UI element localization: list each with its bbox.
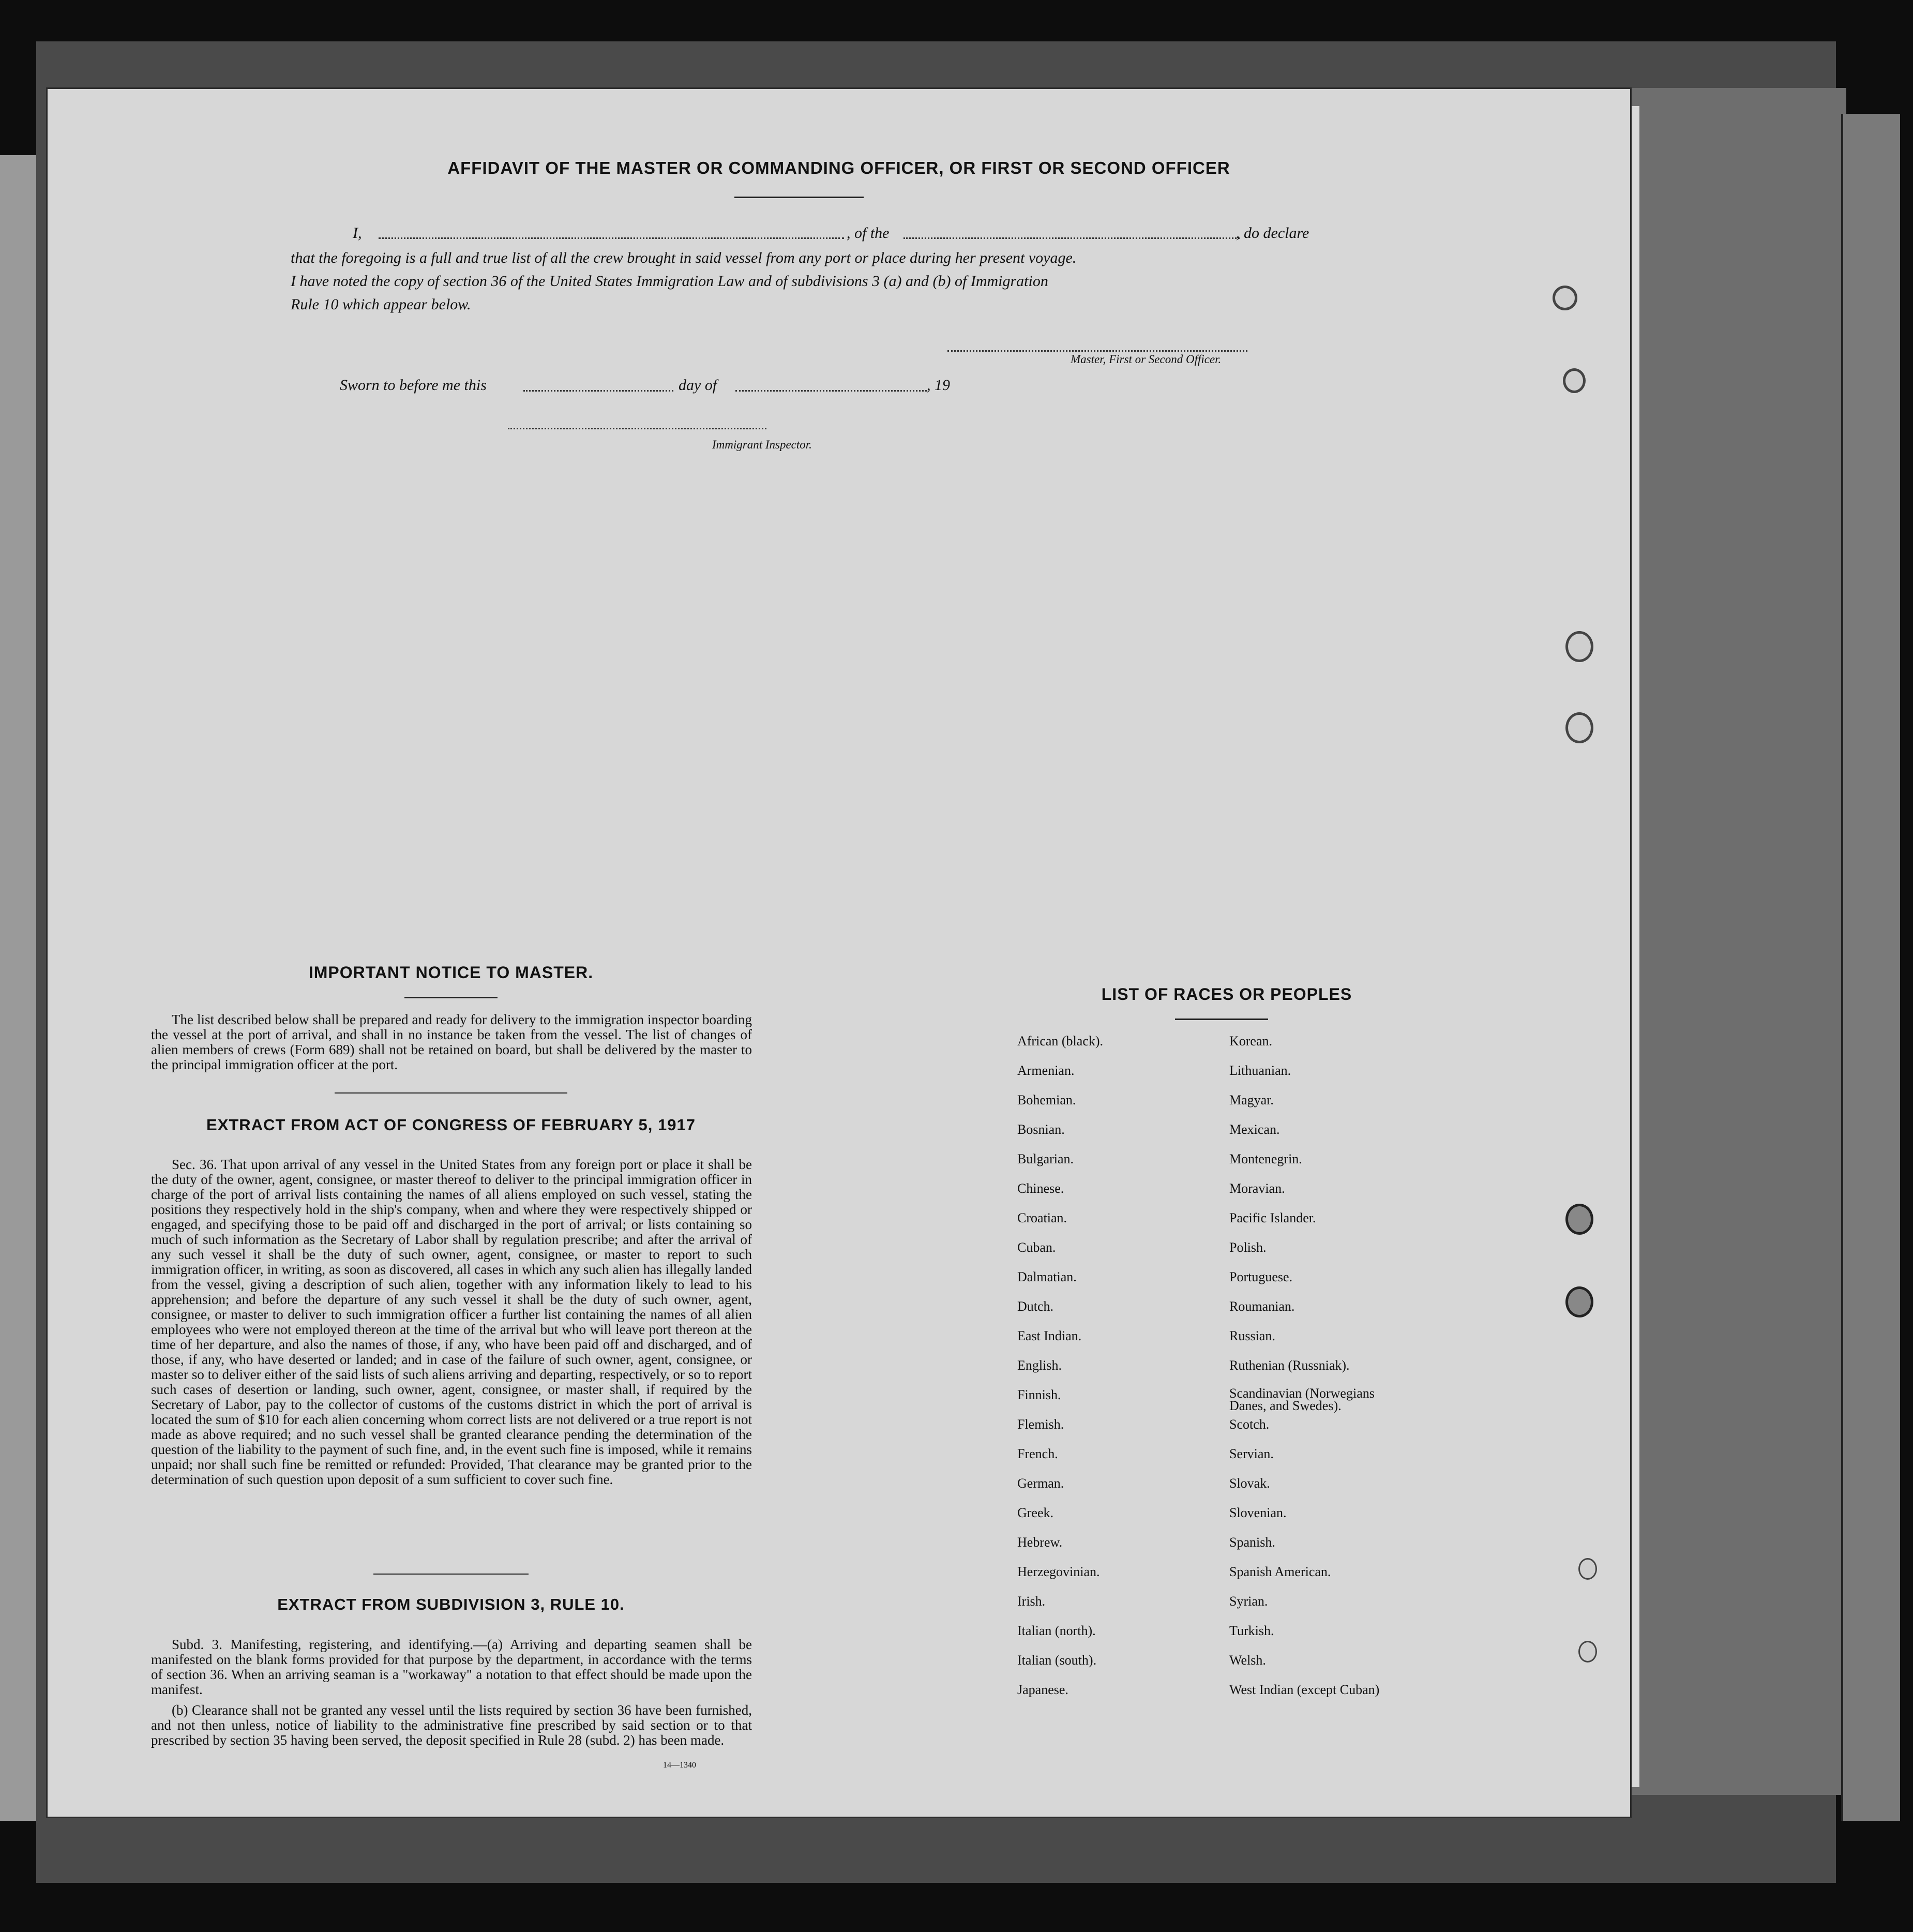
race-list-item: Russian. (1229, 1328, 1275, 1343)
race-list-item: Dutch. (1017, 1299, 1054, 1314)
act-divider (373, 1574, 529, 1575)
race-list-item: Cuban. (1017, 1240, 1056, 1255)
race-list-item: Syrian. (1229, 1594, 1268, 1609)
sworn-year: , 19 (927, 377, 950, 394)
race-list-item: Bulgarian. (1017, 1151, 1074, 1166)
title-underline (734, 197, 864, 198)
race-list-item: African (black). (1017, 1034, 1104, 1049)
race-list-item: Spanish. (1229, 1535, 1275, 1550)
race-list-item: Portuguese. (1229, 1269, 1293, 1284)
race-list-item: Ruthenian (Russniak). (1229, 1358, 1350, 1373)
document-page (48, 89, 1630, 1817)
race-list-item: Magyar. (1229, 1092, 1274, 1107)
race-list-item: Polish. (1229, 1240, 1267, 1255)
name-blank[interactable] (379, 237, 844, 239)
race-list-item: German. (1017, 1476, 1064, 1491)
background-sheet-right (1629, 88, 1846, 1795)
vessel-blank[interactable] (903, 237, 1240, 239)
affidavit-line2: that the foregoing is a full and true list of all the crew brought in said vessel from any port or place during her present voyage. (291, 249, 1077, 266)
race-list-item: Hebrew. (1017, 1535, 1063, 1550)
sworn-day-of: day of (679, 377, 717, 394)
background-sheet-edge (1841, 114, 1900, 1821)
inspector-label: Immigrant Inspector. (712, 438, 812, 451)
race-list-item: Flemish. (1017, 1417, 1064, 1432)
notice-divider (335, 1092, 567, 1094)
race-list-item: Italian (north). (1017, 1623, 1096, 1638)
races-title: LIST OF RACES OR PEOPLES (1101, 985, 1352, 1004)
race-list-item: Slovak. (1229, 1476, 1270, 1491)
race-list-item: Bosnian. (1017, 1122, 1065, 1137)
race-list-item: Pacific Islander. (1229, 1210, 1316, 1225)
race-list-item: Armenian. (1017, 1063, 1075, 1078)
race-list-item: West Indian (except Cuban) (1229, 1682, 1380, 1697)
affidavit-line1-mid: , of the (847, 224, 890, 242)
binder-hole-icon (1563, 368, 1586, 393)
race-list-item: East Indian. (1017, 1328, 1082, 1343)
notice-underline (404, 997, 498, 998)
binder-hole-icon (1565, 631, 1593, 662)
race-list-item: Scandinavian (Norwegians Danes, and Swedes). (1229, 1386, 1375, 1413)
race-list-item: Montenegrin. (1229, 1151, 1302, 1166)
race-list-item: Lithuanian. (1229, 1063, 1291, 1078)
affidavit-line1-start: I, (353, 224, 362, 242)
race-list-item: Finnish. (1017, 1387, 1061, 1402)
race-list-item: English. (1017, 1358, 1062, 1373)
race-list-item: Italian (south). (1017, 1653, 1097, 1668)
binder-hole-icon (1553, 286, 1577, 310)
races-underline (1175, 1019, 1268, 1020)
act-title: EXTRACT FROM ACT OF CONGRESS OF FEBRUARY 5, 1917 (206, 1116, 696, 1134)
race-list-item: French. (1017, 1446, 1058, 1461)
rule-body-a: Subd. 3. Manifesting, registering, and identifying.—(a) Arriving and departing seamen shall be manifested on the blank forms provided for that purpose by the department, in accordance with the terms of section 36. When an arriving seaman is a "workaway" a notation to that effect should be made upon the manifest. (151, 1637, 752, 1697)
binder-hole-icon (1565, 1204, 1593, 1235)
race-list-item: Greek. (1017, 1505, 1054, 1520)
race-list-item: Japanese. (1017, 1682, 1068, 1697)
race-list-item: Servian. (1229, 1446, 1274, 1461)
binder-hole-icon (1578, 1558, 1597, 1580)
affidavit-line4: Rule 10 which appear below. (291, 296, 471, 313)
notice-title: IMPORTANT NOTICE TO MASTER. (308, 963, 594, 982)
inspector-signature-blank[interactable] (508, 428, 766, 429)
master-signature-blank[interactable] (947, 350, 1247, 352)
race-list-item: Bohemian. (1017, 1092, 1076, 1107)
month-blank[interactable] (735, 390, 927, 392)
race-list-item: Turkish. (1229, 1623, 1274, 1638)
race-list-item: Roumanian. (1229, 1299, 1295, 1314)
day-blank[interactable] (523, 390, 673, 392)
race-list-item: Herzegovinian. (1017, 1564, 1100, 1579)
affidavit-title: AFFIDAVIT OF THE MASTER OR COMMANDING OFFICER, OR FIRST OR SECOND OFFICER (447, 158, 1230, 177)
binder-hole-icon (1565, 1286, 1593, 1317)
affidavit-line1-end: , do declare (1236, 224, 1309, 242)
race-list-item: Spanish American. (1229, 1564, 1331, 1579)
form-number: 14—1340 (663, 1761, 696, 1770)
binder-hole-icon (1578, 1641, 1597, 1663)
master-label: Master, First or Second Officer. (1071, 353, 1222, 366)
affidavit-line3: I have noted the copy of section 36 of the United States Immigration Law and of subdivisions 3 (a) and (b) of Immigration (291, 273, 1048, 290)
binder-hole-icon (1565, 712, 1593, 743)
race-list-item: Dalmatian. (1017, 1269, 1077, 1284)
race-list-item: Croatian. (1017, 1210, 1067, 1225)
race-list-item: Korean. (1229, 1034, 1273, 1049)
race-list-item: Mexican. (1229, 1122, 1280, 1137)
rule-title: EXTRACT FROM SUBDIVISION 3, RULE 10. (277, 1595, 625, 1613)
sworn-text: Sworn to before me this (340, 377, 487, 394)
race-list-item: Scotch. (1229, 1417, 1270, 1432)
race-list-item: Chinese. (1017, 1181, 1064, 1196)
race-list-item: Irish. (1017, 1594, 1046, 1609)
rule-body-b: (b) Clearance shall not be granted any vessel until the lists required by section 36 have been furnished, and not then unless, notice of liability to the administrative fine prescribed by said section or to that prescribed by section 35 having been served, the deposit specified in Rule 28 (subd. 2) has been made. (151, 1702, 752, 1748)
notice-body: The list described below shall be prepared and ready for delivery to the immigration inspector boarding the vessel at the port of arrival, and shall in no instance be taken from the vessel. The list of changes of alien members of crews (Form 689) shall not be retained on board, but shall be delivered by the master to the principal immigration officer at the port. (151, 1012, 752, 1072)
race-list-item: Welsh. (1229, 1653, 1266, 1668)
act-body: Sec. 36. That upon arrival of any vessel in the United States from any foreign port or place it shall be the duty of the owner, agent, consignee, or master thereof to deliver to the principal immigration officer in charge of the port of arrival lists containing the names of all aliens employed on such vessel, stating the positions they respectively hold in the ship's company, when and where they were respectively shipped or engaged, and specifying those to be paid off and discharged in the port of arrival; or lists containing so much of such information as the Secretary of Labor shall by regulation prescribe; and after the arrival of any such vessel it shall be the duty of such owner, agent, consignee, or master to report to such immigration officer, in writing, as soon as discovered, all cases in which any such alien has illegally landed from the vessel, giving a description of such alien, together with any information likely to lead to his apprehension; and before the departure of any such vessel it shall be the duty of such owner, agent, consignee, or master to deliver to such immigration officer a further list containing the names of all alien employees who were not employed thereon at the time of the arrival but who will leave port thereon at the time of her departure, and also the names of those, if any, who have been paid off and discharged, and of those, if any, who have deserted or landed; and in case of the failure of such owner, agent, consignee, or master so to deliver either of the said lists of such aliens arriving and departing, respectively, or so to report such cases of desertion or landing, such owner, agent, consignee, or master shall, if required by the Secretary of Labor, pay to the collector of customs of the customs district in which the port of arrival is located the sum of $10 for each alien concerning whom correct lists are not delivered or a true report is not made as above required; and no such vessel shall be granted clearance pending the determination of the question of the liability to the payment of such fine, and, in the event such fine is imposed, while it remains unpaid; nor shall such fine be remitted or refunded: Provided, That clearance may be granted prior to the determination of such question upon deposit of a sum sufficient to cover such fine. (151, 1157, 752, 1487)
race-list-item: Moravian. (1229, 1181, 1285, 1196)
race-list-item: Slovenian. (1229, 1505, 1287, 1520)
